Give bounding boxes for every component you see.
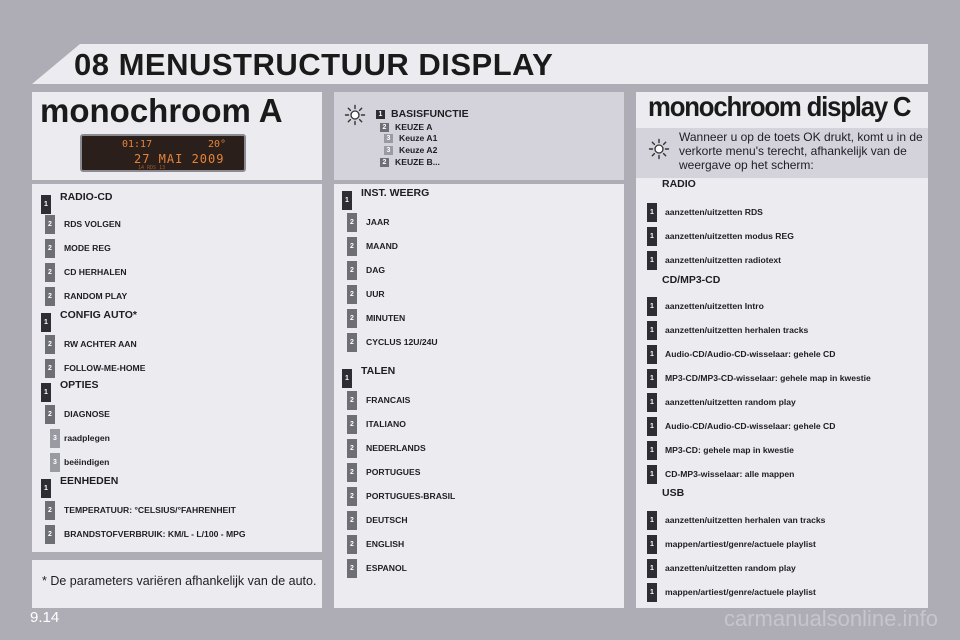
menu-item (45, 286, 127, 306)
menu-item (347, 414, 406, 434)
level-badge: 1 (647, 369, 657, 388)
menu-item-label: PORTUGUES (366, 467, 421, 477)
menu-item-label: Audio-CD/Audio-CD-wisselaar: gehele CD (665, 421, 836, 431)
menu-item (41, 309, 138, 332)
level-badge: 1 (647, 393, 657, 412)
menu-item-label: mappen/artiest/genre/actuele playlist (665, 587, 816, 597)
menu-item (45, 262, 127, 282)
menu-item-label: FOLLOW-ME-HOME (64, 363, 146, 373)
level-badge: 2 (347, 333, 357, 352)
level-badge: 2 (347, 309, 357, 328)
menu-item-label: PORTUGUES-BRASIL (366, 491, 456, 501)
menu-item (647, 368, 871, 388)
menu-item-label: aanzetten/uitzetten Intro (665, 301, 764, 311)
menu-item-label: MINUTEN (366, 313, 406, 323)
menu-item-label: UUR (366, 289, 385, 299)
menu-item (647, 250, 781, 270)
page-number: 9.14 (30, 609, 60, 626)
menu-item (41, 475, 119, 498)
menu-item-label: raadplegen (64, 433, 110, 443)
menu-item-label: RADIO-CD (60, 191, 113, 203)
level-badge: 1 (647, 535, 657, 554)
menu-item-label: MAAND (366, 241, 398, 251)
menu-item-label: BRANDSTOFVERBRUIK: KM/L - L/100 - MPG (64, 529, 246, 539)
menu-item-label: ENGLISH (366, 539, 405, 549)
lcd-small: 14 RDS 13 (138, 165, 166, 171)
menu-item (50, 452, 109, 472)
panel-c-title: monochroom display C (648, 91, 911, 122)
level-badge: 1 (41, 479, 51, 498)
sun-icon (648, 138, 670, 160)
legend-item (384, 145, 437, 155)
level-badge: 1 (647, 345, 657, 364)
menu-item (347, 534, 404, 554)
panel-a-title: monochroom A (40, 92, 283, 129)
level-badge: 3 (384, 146, 393, 155)
level-badge: 2 (347, 261, 357, 280)
lcd-date: 27 MAI 2009 (134, 152, 225, 166)
level-badge: 1 (647, 297, 657, 316)
menu-item-label: aanzetten/uitzetten random play (665, 397, 796, 407)
menu-item-label: DAG (366, 265, 386, 275)
level-badge: 2 (347, 237, 357, 256)
menu-item (41, 379, 99, 402)
section-heading: USB (662, 487, 685, 499)
menu-item-label: CD HERHALEN (64, 267, 127, 277)
menu-item (347, 390, 410, 410)
level-badge: 1 (342, 191, 352, 210)
level-badge: 1 (342, 369, 352, 388)
lcd-time: 01:17 (122, 139, 153, 150)
level-badge: 2 (347, 511, 357, 530)
level-badge: 1 (647, 417, 657, 436)
menu-item-label: DIAGNOSE (64, 409, 110, 419)
menu-item (45, 334, 137, 354)
menu-item (45, 238, 111, 258)
menu-item (342, 187, 430, 210)
level-badge: 1 (647, 251, 657, 270)
menu-item (647, 392, 796, 412)
level-badge: 3 (50, 453, 60, 472)
level-badge: 1 (647, 583, 657, 602)
menu-item-label: OPTIES (60, 379, 99, 391)
level-badge: 1 (647, 465, 657, 484)
level-badge: 2 (45, 215, 55, 234)
menu-item (342, 365, 396, 388)
watermark: carmanualsonline.info (723, 606, 938, 631)
level-badge: 1 (376, 110, 385, 119)
level-badge: 2 (45, 405, 55, 424)
legend-label: Keuze A2 (399, 145, 438, 155)
menu-item (347, 236, 398, 256)
level-badge: 2 (45, 501, 55, 520)
level-badge: 1 (41, 313, 51, 332)
level-badge: 2 (347, 487, 357, 506)
menu-item-label: aanzetten/uitzetten modus REG (665, 231, 794, 241)
level-badge: 2 (45, 239, 55, 258)
level-badge: 3 (50, 429, 60, 448)
menu-item (45, 524, 246, 544)
panel-c-intro: Wanneer u op de toets OK drukt, komt u in de verkorte menu's terecht, afhankelijk van de weergave op het scherm: (679, 130, 923, 172)
level-badge: 1 (647, 321, 657, 340)
menu-item-label: mappen/artiest/genre/actuele playlist (665, 539, 816, 549)
legend-item (384, 133, 437, 143)
menu-item (647, 202, 763, 222)
menu-item (347, 510, 408, 530)
level-badge: 2 (45, 287, 55, 306)
menu-item-label: CYCLUS 12U/24U (366, 337, 438, 347)
menu-item (647, 534, 816, 554)
menu-item (347, 284, 385, 304)
level-badge: 2 (380, 123, 389, 132)
menu-item-label: FRANCAIS (366, 395, 411, 405)
level-badge: 2 (347, 285, 357, 304)
menu-item-label: MODE REG (64, 243, 111, 253)
menu-item (347, 332, 438, 352)
menu-item (45, 500, 236, 520)
menu-item-label: MP3-CD: gehele map in kwestie (665, 445, 794, 455)
menu-item (347, 438, 426, 458)
level-badge: 1 (647, 227, 657, 246)
menu-item (647, 344, 835, 364)
level-badge: 2 (347, 391, 357, 410)
menu-item-label: RW ACHTER AAN (64, 339, 137, 349)
menu-item-label: Audio-CD/Audio-CD-wisselaar: gehele CD (665, 349, 836, 359)
sun-icon (344, 104, 366, 126)
menu-item (647, 440, 794, 460)
menu-item (647, 416, 835, 436)
legend-item (380, 157, 440, 167)
menu-item (647, 464, 794, 484)
menu-item (647, 226, 794, 246)
menu-item-label: TEMPERATUUR: °CELSIUS/°FAHRENHEIT (64, 505, 236, 515)
legend-label: Keuze A1 (399, 133, 438, 143)
menu-item-label: JAAR (366, 217, 390, 227)
menu-item-label: ESPANOL (366, 563, 407, 573)
legend-item (380, 122, 432, 132)
menu-item (50, 428, 110, 448)
menu-item-label: TALEN (361, 365, 396, 377)
level-badge: 1 (41, 383, 51, 402)
menu-item-label: ITALIANO (366, 419, 406, 429)
level-badge: 2 (347, 535, 357, 554)
level-badge: 2 (45, 525, 55, 544)
level-badge: 2 (347, 415, 357, 434)
level-badge: 2 (45, 335, 55, 354)
menu-item-label: beëindigen (64, 457, 110, 467)
menu-item (647, 510, 825, 530)
level-badge: 2 (347, 463, 357, 482)
lcd-display (80, 134, 246, 172)
menu-item (41, 191, 113, 214)
menu-item-label: aanzetten/uitzetten herhalen tracks (665, 325, 809, 335)
level-badge: 1 (647, 203, 657, 222)
menu-item (647, 558, 796, 578)
menu-item (45, 214, 121, 234)
level-badge: 1 (41, 195, 51, 214)
legend-box (334, 92, 624, 180)
menu-item-label: aanzetten/uitzetten random play (665, 563, 796, 573)
level-badge: 3 (384, 134, 393, 143)
menu-item (45, 404, 110, 424)
menu-item (45, 358, 145, 378)
menu-item-label: DEUTSCH (366, 515, 408, 525)
level-badge: 1 (647, 441, 657, 460)
menu-item-label: EENHEDEN (60, 475, 119, 487)
menu-item-label: RANDOM PLAY (64, 291, 128, 301)
level-badge: 2 (347, 439, 357, 458)
section-heading: CD/MP3-CD (662, 274, 721, 286)
menu-item-label: NEDERLANDS (366, 443, 426, 453)
menu-item-label: INST. WEERG (361, 187, 430, 199)
menu-item-label: CD-MP3-wisselaar: alle mappen (665, 469, 795, 479)
level-badge: 1 (647, 511, 657, 530)
lcd-temp: 20° (207, 139, 226, 150)
level-badge: 1 (647, 559, 657, 578)
section-heading: RADIO (662, 178, 696, 190)
menu-item-label: MP3-CD/MP3-CD-wisselaar: gehele map in kwestie (665, 373, 871, 383)
legend-label: KEUZE A (395, 122, 433, 132)
menu-item-label: RDS VOLGEN (64, 219, 121, 229)
footnote: * De parameters variëren afhankelijk van de auto. (42, 574, 317, 588)
menu-item (347, 260, 385, 280)
menu-item (647, 296, 764, 316)
legend-label: BASISFUNCTIE (391, 108, 469, 120)
level-badge: 2 (45, 263, 55, 282)
menu-item (347, 308, 405, 328)
legend-item (376, 108, 469, 120)
menu-item (347, 486, 455, 506)
level-badge: 2 (347, 559, 357, 578)
level-badge: 2 (380, 158, 389, 167)
level-badge: 2 (347, 213, 357, 232)
level-badge: 2 (45, 359, 55, 378)
page-title: 08 MENUSTRUCTUUR DISPLAY (74, 47, 554, 82)
menu-item-label: CONFIG AUTO* (60, 309, 138, 321)
menu-item-label: aanzetten/uitzetten radiotext (665, 255, 782, 265)
legend-label: KEUZE B... (395, 157, 440, 167)
menu-item (647, 582, 816, 602)
menu-item-label: aanzetten/uitzetten herhalen van tracks (665, 515, 826, 525)
menu-item (347, 558, 407, 578)
menu-item (647, 320, 808, 340)
menu-item-label: aanzetten/uitzetten RDS (665, 207, 763, 217)
menu-item (347, 462, 420, 482)
menu-item (347, 212, 389, 232)
